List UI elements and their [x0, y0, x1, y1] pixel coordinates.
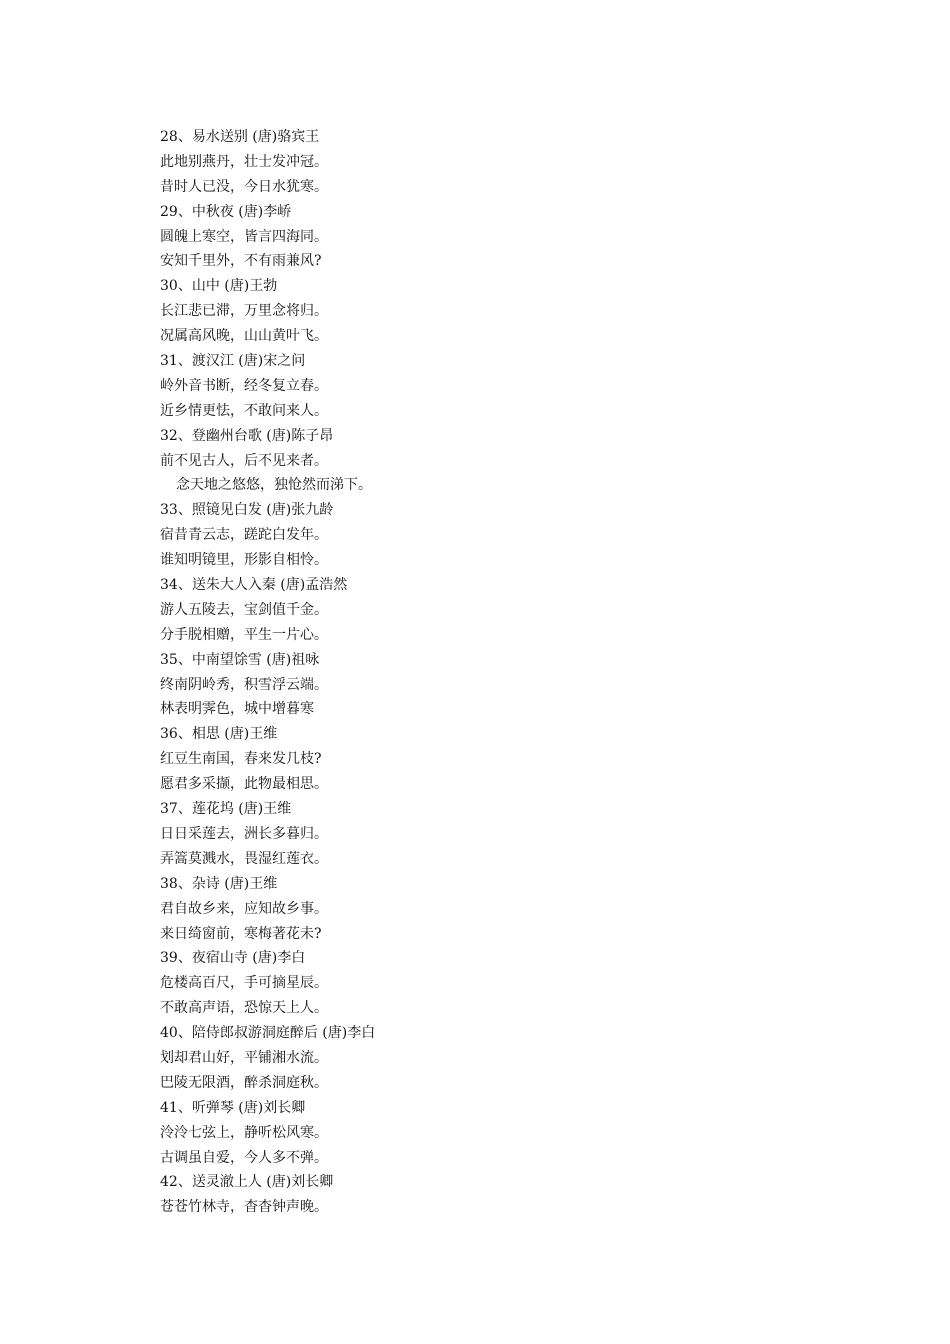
poem-line: 泠泠七弦上，静听松风寒。	[160, 1124, 328, 1141]
poem-title: 34、送朱大人入秦 (唐)孟浩然	[160, 577, 348, 594]
poem-line: 愿君多采撷，此物最相思。	[160, 776, 328, 793]
poem-line: 苍苍竹林寺，杳杳钟声晚。	[160, 1199, 328, 1216]
poem-line: 君自故乡来，应知故乡事。	[160, 900, 328, 917]
poem-line: 宿昔青云志，蹉跎白发年。	[160, 527, 328, 544]
poem-line: 昔时人已没，今日水犹寒。	[160, 178, 328, 195]
poem-title: 41、听弹琴 (唐)刘长卿	[160, 1099, 306, 1116]
poem-title: 31、渡汉江 (唐)宋之问	[160, 353, 306, 370]
poem-title: 42、送灵澈上人 (唐)刘长卿	[160, 1174, 334, 1191]
poem-line: 林表明霁色，城中增暮寒	[160, 701, 314, 718]
poem-line: 危楼高百尺，手可摘星辰。	[160, 975, 328, 992]
poem-line: 安知千里外，不有雨兼风?	[160, 253, 322, 270]
poem-title: 33、照镜见白发 (唐)张九龄	[160, 502, 334, 519]
poem-title: 28、易水送别 (唐)骆宾王	[160, 129, 320, 145]
poem-title: 40、陪侍郎叔游洞庭醉后 (唐)李白	[160, 1025, 376, 1042]
poem-title: 36、相思 (唐)王维	[160, 726, 278, 743]
poem-title: 30、山中 (唐)王勃	[160, 278, 278, 295]
poem-list	[160, 125, 860, 1220]
poem-line: 近乡情更怯，不敢问来人。	[160, 402, 328, 419]
poem-title: 29、中秋夜 (唐)李峤	[160, 203, 292, 220]
poem-line: 日日采莲去，洲长多暮归。	[160, 825, 328, 842]
poem-line: 终南阴岭秀，积雪浮云端。	[160, 676, 328, 693]
poem-line: 前不见古人，后不见来者。	[160, 452, 328, 469]
poem-line: 古调虽自爱，今人多不弹。	[160, 1149, 328, 1166]
poem-line: 巴陵无限酒，醉杀洞庭秋。	[160, 1074, 328, 1091]
poem-line: 不敢高声语，恐惊天上人。	[160, 1000, 328, 1017]
poem-title: 32、登幽州台歌 (唐)陈子昂	[160, 427, 334, 444]
poem-title: 35、中南望馀雪 (唐)祖咏	[160, 651, 320, 668]
poem-line: 谁知明镜里，形影自相怜。	[160, 552, 328, 569]
poem-line: 况属高风晚，山山黄叶飞。	[160, 328, 328, 345]
poem-title: 38、杂诗 (唐)王维	[160, 875, 278, 892]
poem-line: 长江悲已滞，万里念将归。	[160, 303, 328, 320]
poem-line: 念天地之悠悠，独怆然而涕下。	[176, 477, 372, 494]
poem-title: 39、夜宿山寺 (唐)李白	[160, 950, 306, 967]
poem-line: 分手脱相赠，平生一片心。	[160, 626, 328, 643]
poem-line: 岭外音书断，经冬复立春。	[160, 377, 328, 394]
poem-title: 37、莲花坞 (唐)王维	[160, 801, 292, 818]
poem-line: 圆魄上寒空，皆言四海同。	[160, 228, 328, 245]
poem-line: 来日绮窗前，寒梅著花未?	[160, 925, 322, 942]
poem-line: 弄篙莫溅水，畏湿红莲衣。	[160, 850, 328, 867]
poem-line: 红豆生南国，春来发几枝?	[160, 751, 322, 768]
poem-line: 划却君山好，平铺湘水流。	[160, 1049, 328, 1066]
poem-line: 此地别燕丹，壮士发冲冠。	[160, 153, 328, 170]
poem-line: 游人五陵去，宝剑值千金。	[160, 601, 328, 618]
